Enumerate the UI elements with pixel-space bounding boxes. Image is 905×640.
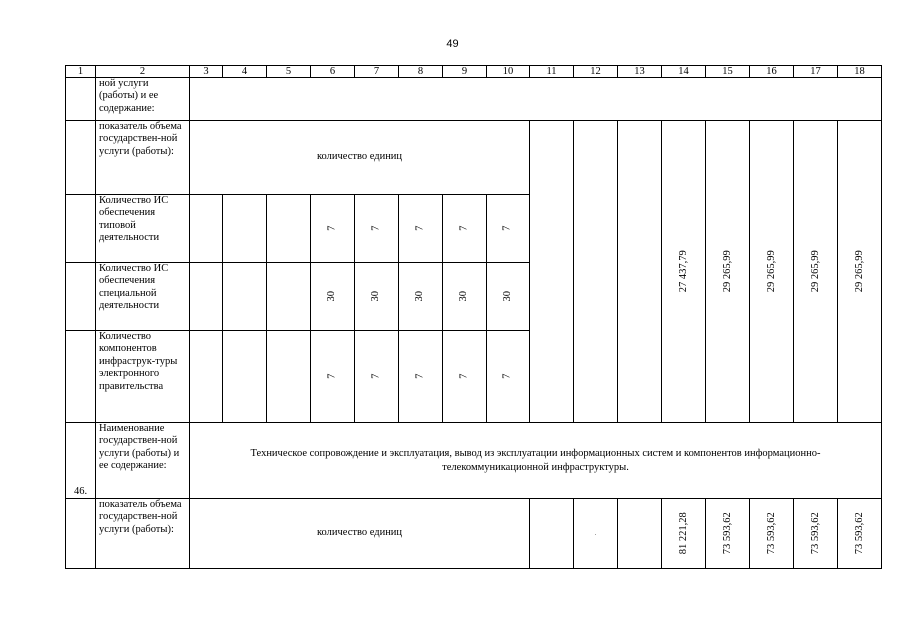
value-cell: 7 <box>311 195 355 263</box>
row-description: Количество компонентов инфраструк-туры электронного правительства <box>96 331 190 423</box>
cost-cell: 73 593,62 <box>750 499 794 569</box>
table-row <box>66 121 882 195</box>
value-cell: 7 <box>443 195 487 263</box>
cost-cell: 29 265,99 <box>838 121 882 423</box>
cost-cell: 29 265,99 <box>794 121 838 423</box>
header-cell: 13 <box>618 66 662 78</box>
header-cell: 14 <box>662 66 706 78</box>
service-content: Техническое сопровождение и эксплуатация, вывод из эксплуатации информационных систем и компонентов информационно-телекоммуникационной инфраструктуры. <box>190 423 882 499</box>
row-description: показатель объема государствен-ной услуги (работы): <box>96 121 190 195</box>
empty-cell <box>223 263 267 331</box>
empty-cell <box>574 121 618 423</box>
value-cell: 7 <box>399 195 443 263</box>
row-description: Наименование государствен-ной услуги (работы) и ее содержание: <box>96 423 190 499</box>
row-description: ной услуги (работы) и ее содержание: <box>96 78 190 121</box>
empty-cell <box>267 195 311 263</box>
page-number: 49 <box>446 38 459 50</box>
header-cell: 7 <box>355 66 399 78</box>
header-cell: 9 <box>443 66 487 78</box>
row-number-cell <box>66 263 96 331</box>
row-description: Количество ИС обеспечения типовой деятельности <box>96 195 190 263</box>
row-number-cell <box>66 195 96 263</box>
empty-cell: . <box>574 499 618 569</box>
header-cell: 6 <box>311 66 355 78</box>
cost-cell: 29 265,99 <box>750 121 794 423</box>
cost-cell: 73 593,62 <box>794 499 838 569</box>
header-cell: 8 <box>399 66 443 78</box>
header-cell: 18 <box>838 66 882 78</box>
row-number-cell <box>66 78 96 121</box>
empty-cell <box>190 331 223 423</box>
row-number-cell <box>66 331 96 423</box>
header-cell: 12 <box>574 66 618 78</box>
empty-span-cell <box>190 78 882 121</box>
unit-cell: количество единиц <box>190 121 530 195</box>
empty-cell <box>190 263 223 331</box>
row-number-cell: 46. <box>66 423 96 499</box>
empty-cell <box>618 121 662 423</box>
header-cell: 3 <box>190 66 223 78</box>
empty-cell <box>190 195 223 263</box>
empty-cell <box>618 499 662 569</box>
header-cell: 2 <box>96 66 190 78</box>
header-cell: 17 <box>794 66 838 78</box>
empty-cell <box>530 121 574 423</box>
value-cell: 30 <box>487 263 530 331</box>
value-cell: 7 <box>443 331 487 423</box>
empty-cell <box>267 331 311 423</box>
row-number-cell <box>66 499 96 569</box>
value-cell: 7 <box>355 331 399 423</box>
empty-cell <box>223 331 267 423</box>
unit-cell: количество единиц <box>190 499 530 569</box>
value-cell: 7 <box>487 331 530 423</box>
value-cell: 7 <box>487 195 530 263</box>
value-cell: 30 <box>443 263 487 331</box>
row-number-cell <box>66 121 96 195</box>
header-cell: 5 <box>267 66 311 78</box>
header-cell: 15 <box>706 66 750 78</box>
value-cell: 7 <box>399 331 443 423</box>
cost-cell: 73 593,62 <box>706 499 750 569</box>
value-cell: 7 <box>311 331 355 423</box>
header-cell: 4 <box>223 66 267 78</box>
row-description: Количество ИС обеспечения специальной деятельности <box>96 263 190 331</box>
header-cell: 16 <box>750 66 794 78</box>
empty-cell <box>530 499 574 569</box>
cost-cell: 73 593,62 <box>838 499 882 569</box>
budget-table <box>65 65 882 569</box>
table-row <box>66 423 882 499</box>
value-cell: 30 <box>399 263 443 331</box>
header-cell: 10 <box>487 66 530 78</box>
header-row <box>66 66 882 78</box>
value-cell: 30 <box>355 263 399 331</box>
cost-cell: 81 221,28 <box>662 499 706 569</box>
empty-cell <box>223 195 267 263</box>
value-cell: 30 <box>311 263 355 331</box>
value-cell: 7 <box>355 195 399 263</box>
cost-cell: 29 265,99 <box>706 121 750 423</box>
table-row <box>66 78 882 121</box>
table-row <box>66 499 882 569</box>
header-cell: 11 <box>530 66 574 78</box>
row-description: показатель объема государствен-ной услуги (работы): <box>96 499 190 569</box>
cost-cell: 27 437,79 <box>662 121 706 423</box>
header-cell: 1 <box>66 66 96 78</box>
empty-cell <box>267 263 311 331</box>
